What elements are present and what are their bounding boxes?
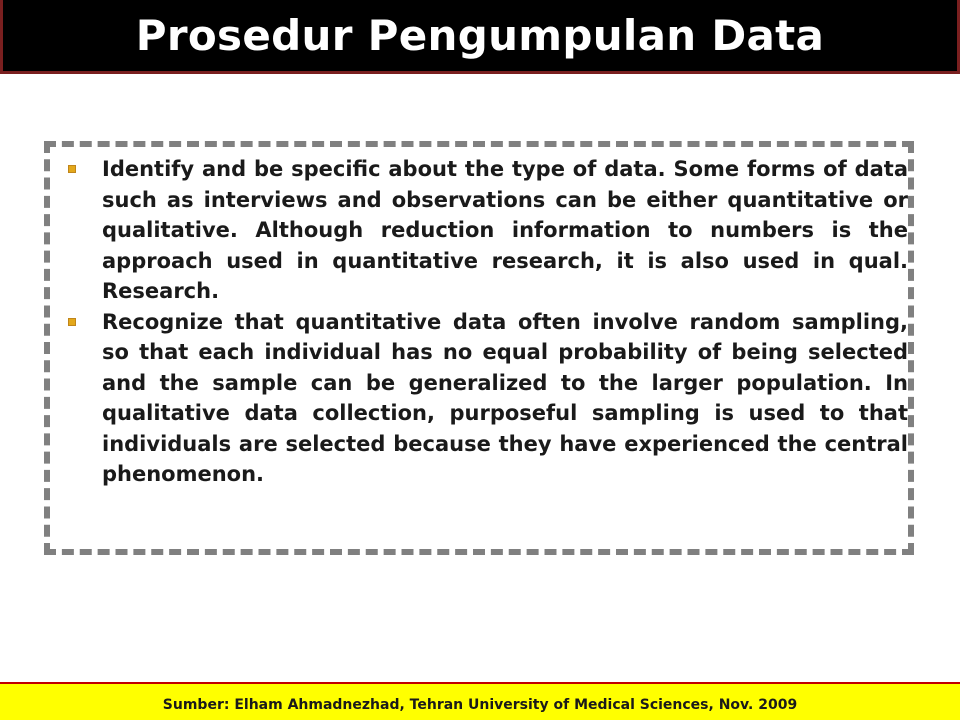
title-bar (0, 0, 960, 74)
source-citation: Sumber: Elham Ahmadnezhad, Tehran University of Medical Sciences, Nov. 2009 (162, 697, 798, 713)
square-bullet-icon (68, 318, 76, 326)
square-bullet-icon (68, 165, 76, 173)
footer-bar (0, 682, 960, 720)
bullet-text: Identify and be specific about the type of data. Some forms of data such as interviews and observations can be either quantitative or qualitative. Although reduction information to numbers is the approach used in quantitative research, it is also used in qual. Research. (102, 157, 908, 303)
bullet-item-data-type (62, 154, 908, 307)
bullet-list (62, 154, 908, 490)
bullet-item-sampling (62, 307, 908, 490)
slide-title: Prosedur Pengumpulan Data (135, 11, 825, 60)
bullet-text: Recognize that quantitative data often involve random sampling, so that each individual has no equal probability of being selected and the sample can be generalized to the larger population. In qualitative data collection, purposeful sampling is used to that individuals are selected because they have experienced the central phenomenon. (102, 309, 908, 486)
